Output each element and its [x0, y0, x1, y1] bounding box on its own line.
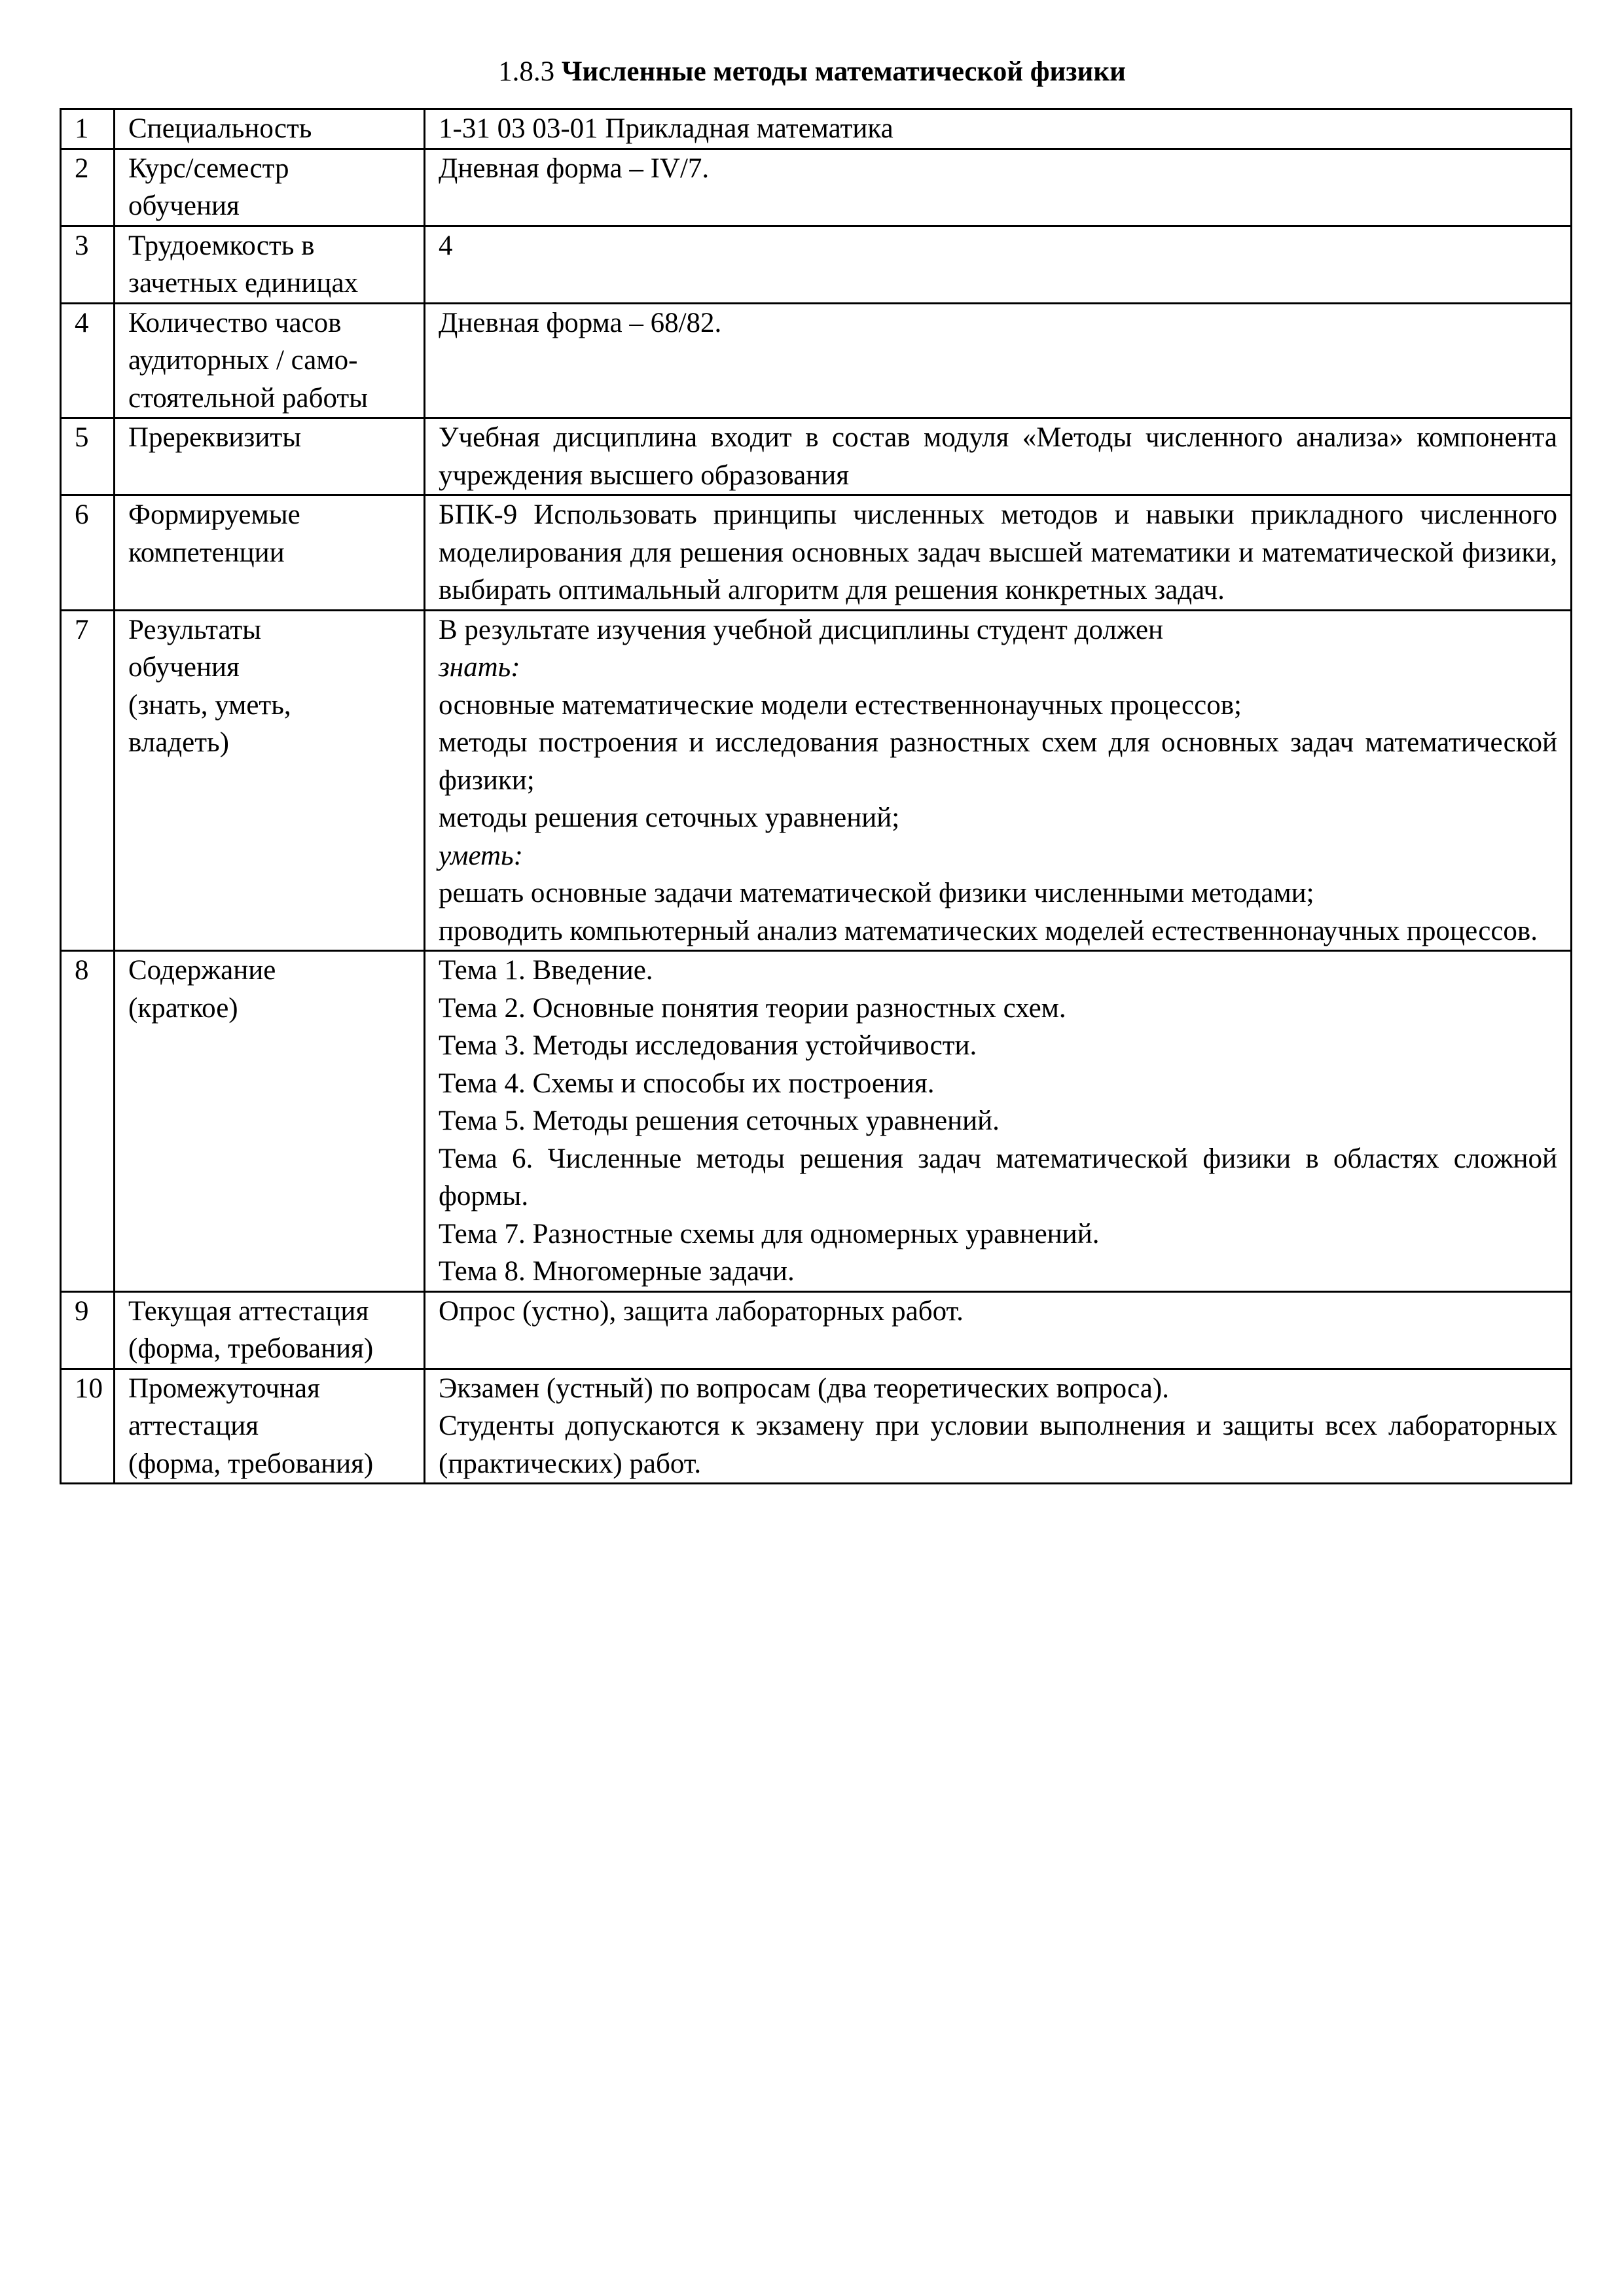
row-parameter: Формируемые компетенции — [115, 495, 425, 611]
syllabus-table — [60, 108, 1572, 1484]
row-number: 10 — [61, 1369, 115, 1484]
row-number: 6 — [61, 495, 115, 611]
course-name: Численные методы математической физики — [561, 56, 1126, 87]
row-value — [425, 951, 1572, 1292]
row-parameter: Промежуточная аттестация (форма, требования) — [115, 1369, 425, 1484]
row-value: 1-31 03 03-01 Прикладная математика — [425, 109, 1572, 149]
row-number: 2 — [61, 149, 115, 226]
topic-item: Тема 1. Введение. — [439, 955, 653, 986]
row-parameter: Трудоемкость в зачетных единицах — [115, 226, 425, 303]
table-row — [61, 951, 1572, 1292]
table-row — [61, 1369, 1572, 1484]
row-value: Дневная форма – 68/82. — [425, 303, 1572, 418]
row-parameter: Количество часов аудиторных / само- стоятельной работы — [115, 303, 425, 418]
row-value: 4 — [425, 226, 1572, 303]
table-row — [61, 1291, 1572, 1369]
row-parameter: Текущая аттестация (форма, требования) — [115, 1291, 425, 1369]
can-heading: уметь: — [439, 840, 523, 871]
table-row — [61, 303, 1572, 418]
row-number: 8 — [61, 951, 115, 1292]
row-parameter: Пререквизиты — [115, 418, 425, 495]
row-number: 4 — [61, 303, 115, 418]
row-value: Опрос (устно), защита лабораторных работ. — [425, 1291, 1572, 1369]
table-row — [61, 610, 1572, 951]
table-row — [61, 418, 1572, 495]
know-heading: знать: — [439, 652, 520, 683]
row-number: 5 — [61, 418, 115, 495]
table-row — [61, 109, 1572, 149]
table-row — [61, 495, 1572, 611]
table-row — [61, 149, 1572, 226]
row-value: Дневная форма – IV/7. — [425, 149, 1572, 226]
table-row — [61, 226, 1572, 303]
row-parameter: Специальность — [115, 109, 425, 149]
row-number: 3 — [61, 226, 115, 303]
topic-item: Тема 4. Схемы и способы их построения. — [439, 1067, 935, 1099]
topic-item: Тема 8. Многомерные задачи. — [439, 1256, 795, 1287]
section-number: 1.8.3 — [498, 56, 555, 87]
row-value: В результате изучения учебной дисциплины студент должен знать: основные математические модели естественнонаучных процессов; методы построения и исследования разностных схем для основных задач математической физики; методы решения сеточных уравнений; уметь: решать основные задачи математической физики численными методами; проводить компьютерный анализ математических моделей естественнонаучных процессов. — [425, 610, 1572, 951]
row-number: 9 — [61, 1291, 115, 1369]
row-value: Учебная дисциплина входит в состав модуля «Методы численного анализа» компонента учреждения высшего образования — [425, 418, 1572, 495]
row-number: 1 — [61, 109, 115, 149]
row-parameter: Содержание (краткое) — [115, 951, 425, 1292]
topic-item: Тема 5. Методы решения сеточных уравнений. — [439, 1105, 1000, 1136]
row-value: БПК-9 Использовать принципы численных методов и навыки прикладного численного моделирования для решения основных задач высшей математики и математической физики, выбирать оптимальный алгоритм для решения конкретных задач. — [425, 495, 1572, 611]
row-parameter: Курс/семестр обучения — [115, 149, 425, 226]
topic-item: Тема 7. Разностные схемы для одномерных уравнений. — [439, 1218, 1100, 1249]
topic-item: Тема 3. Методы исследования устойчивости. — [439, 1030, 977, 1061]
row-value: Экзамен (устный) по вопросам (два теоретических вопроса). Студенты допускаются к экзамену при условии выполнения и защиты всех лабораторных (практических) работ. — [425, 1369, 1572, 1484]
topic-item: Тема 2. Основные понятия теории разностных схем. — [439, 992, 1066, 1024]
row-parameter: Результаты обучения (знать, уметь, владеть) — [115, 610, 425, 951]
page-title — [0, 52, 1624, 92]
topic-item: Тема 6. Численные методы решения задач математической физики в областях сложной формы. — [439, 1143, 1557, 1211]
row-number: 7 — [61, 610, 115, 951]
